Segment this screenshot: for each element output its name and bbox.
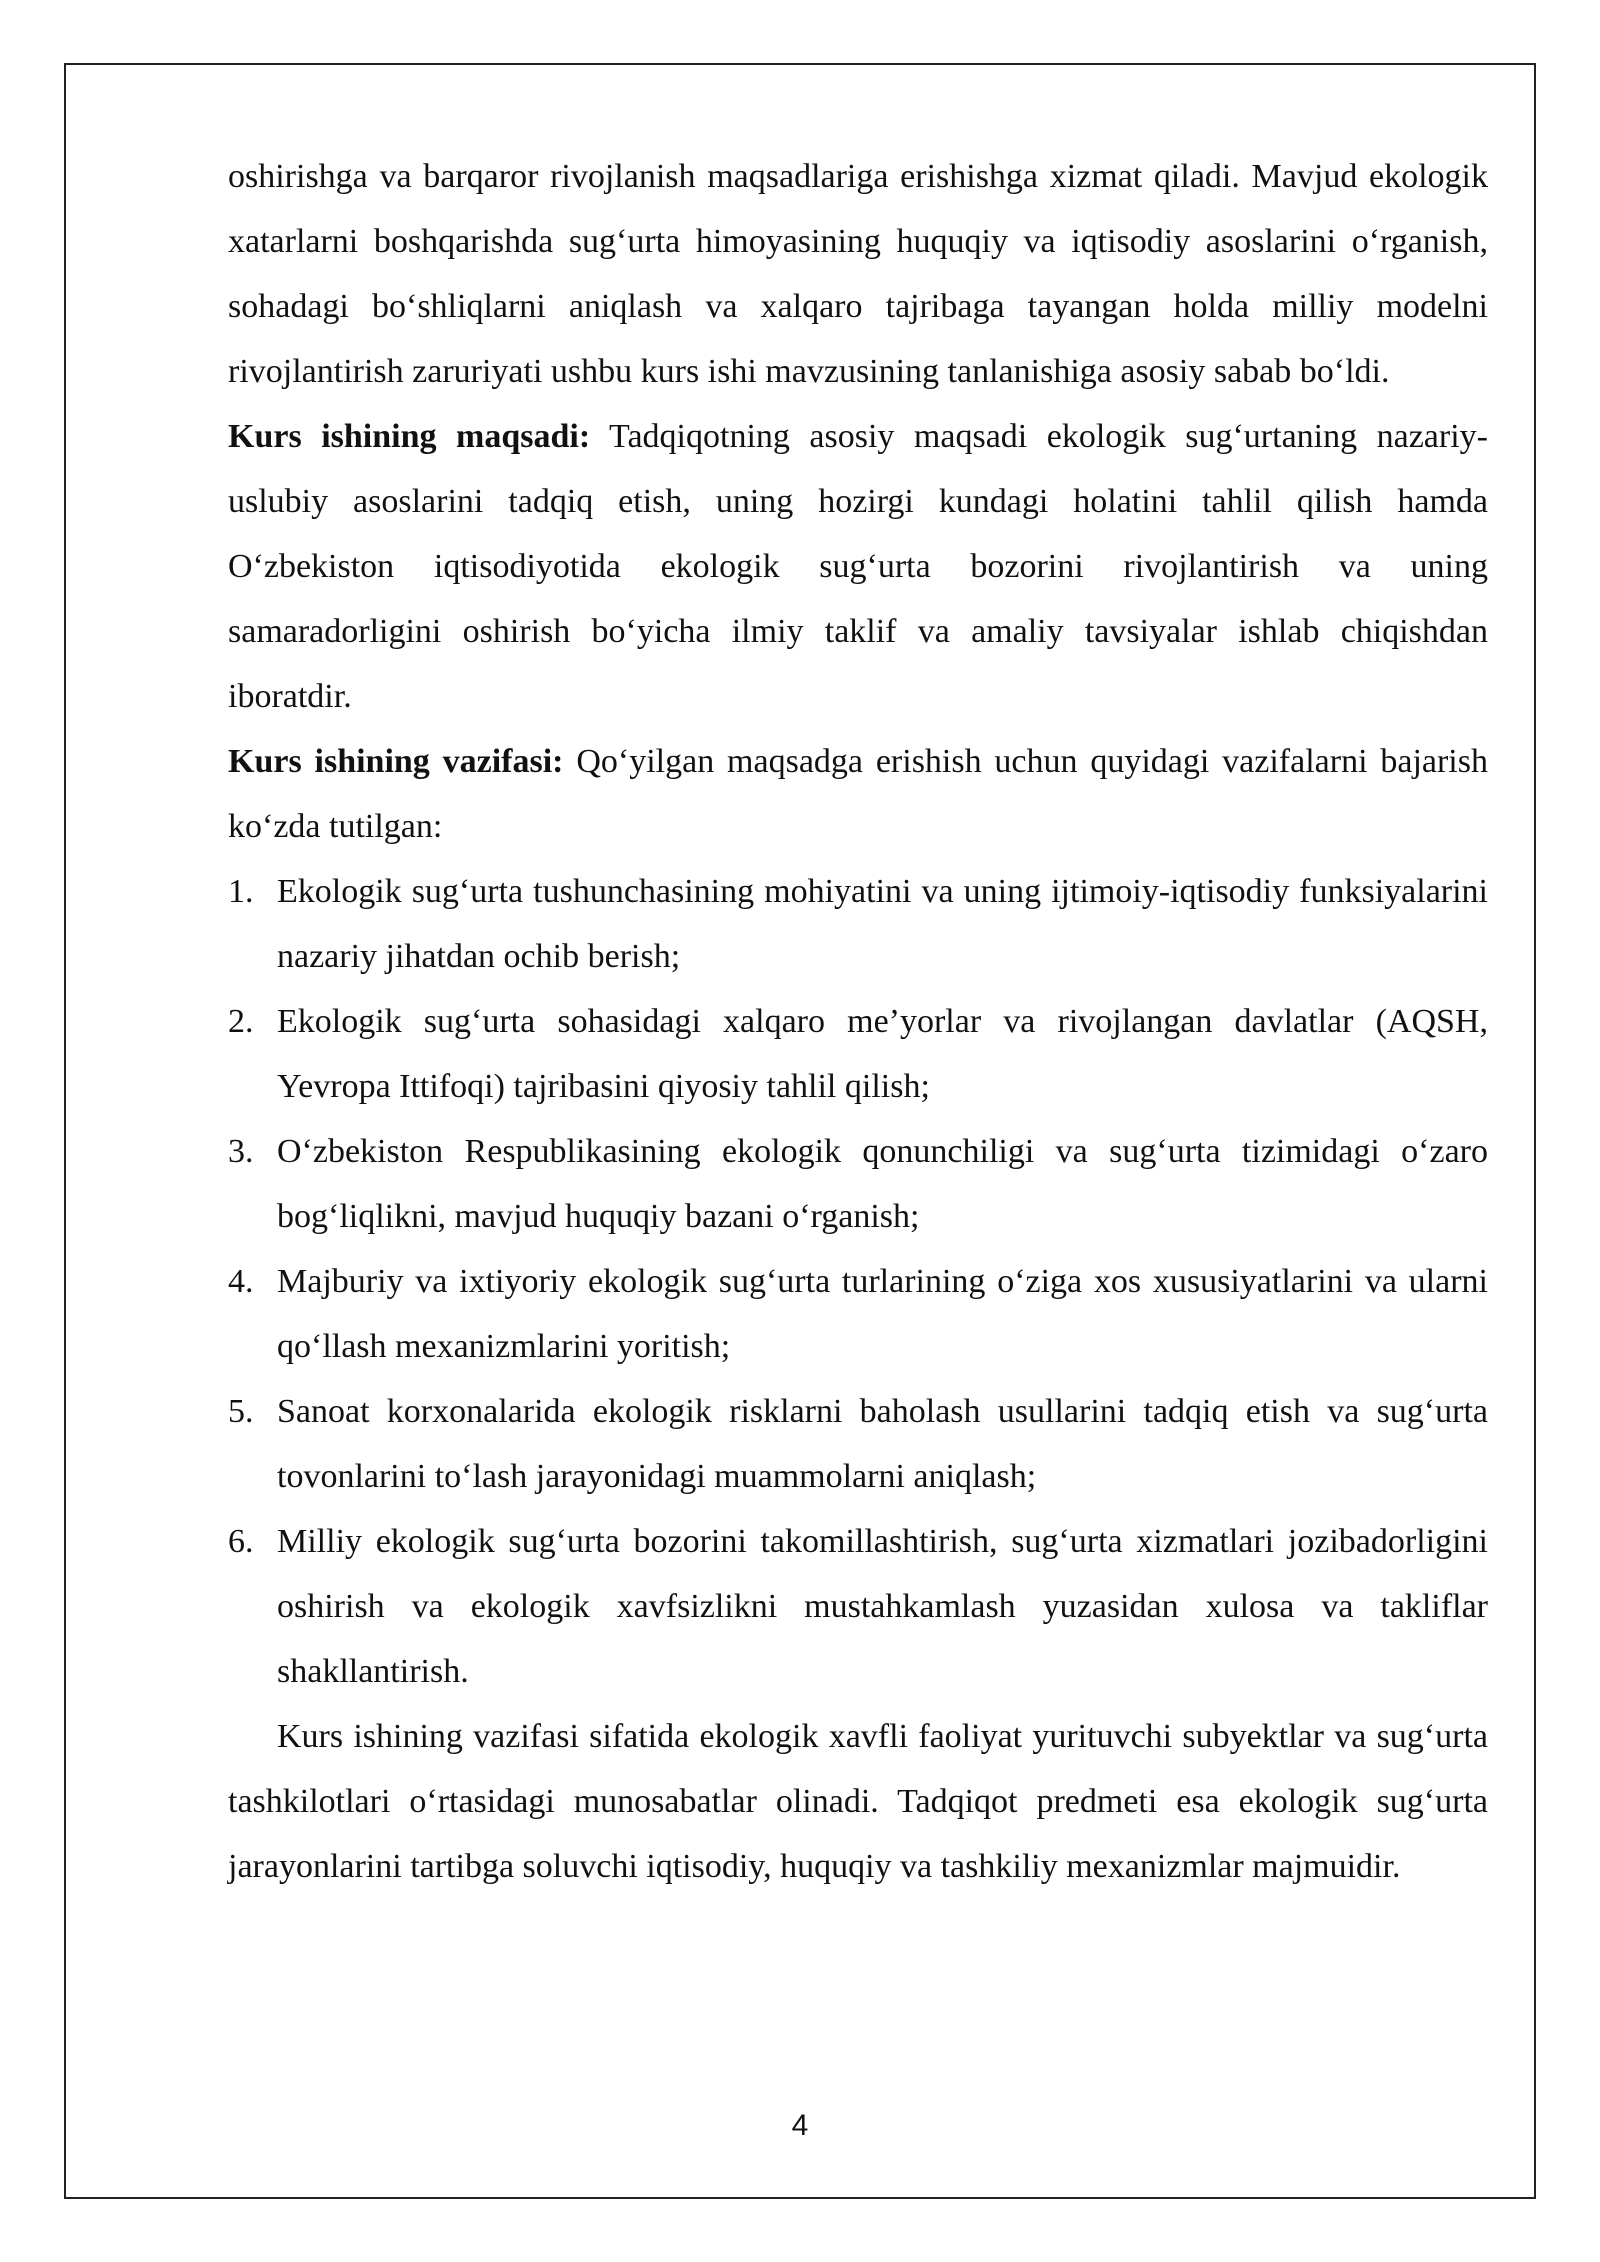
- goal-paragraph: [228, 404, 1488, 729]
- tasks-label: Kurs ishining vazifasi:: [228, 743, 564, 780]
- list-item-number: 6.: [228, 1523, 254, 1560]
- list-item: [228, 1119, 1488, 1249]
- list-item-text: Sanoat korxonalarida ekologik risklarni baholash usullarini tadqiq etish va sug‘urta tovonlarini to‘lash jarayonidagi muammolarni aniqlash;: [277, 1393, 1488, 1495]
- list-item-text: Ekologik sug‘urta sohasidagi xalqaro me’yorlar va rivojlangan davlatlar (AQSH, Yevropa Ittifoqi) tajribasini qiyosiy tahlil qilish;: [277, 1003, 1488, 1105]
- object-paragraph: Kurs ishining vazifasi sifatida ekologik xavfli faoliyat yurituvchi subyektlar va sug‘urta tashkilotlari o‘rtasidagi munosabatlar olinadi. Tadqiqot predmeti esa ekologik sug‘urta jarayonlarini tartibga soluvchi iqtisodiy, huquqiy va tashkiliy mexanizmlar majmuidir.: [228, 1718, 1488, 1885]
- list-item-text: Milliy ekologik sug‘urta bozorini takomillashtirish, sug‘urta xizmatlari jozibadorligini oshirish va ekologik xavfsizlikni mustahkamlash yuzasidan xulosa va takliflar shakllantirish.: [277, 1523, 1488, 1690]
- list-item-number: 4.: [228, 1263, 254, 1300]
- document-body: [228, 144, 1488, 1899]
- list-item-number: 5.: [228, 1393, 254, 1430]
- goal-text: Tadqiqotning asosiy maqsadi ekologik sug‘urtaning nazariy-uslubiy asoslarini tadqiq etish, uning hozirgi kundagi holatini tahlil qilish hamda O‘zbekiston iqtisodiyotida ekologik sug‘urta bozorini rivojlantirish va uning samaradorligini oshirish bo‘yicha ilmiy taklif va amaliy tavsiyalar ishlab chiqishdan iboratdir.: [228, 418, 1488, 715]
- list-item: [228, 1509, 1488, 1704]
- list-item: [228, 859, 1488, 989]
- list-item-number: 1.: [228, 873, 254, 910]
- tasks-paragraph: [228, 729, 1488, 859]
- list-item: [228, 1379, 1488, 1509]
- tasks-text: Qo‘yilgan maqsadga erishish uchun quyidagi vazifalarni bajarish ko‘zda tutilgan:: [228, 743, 1488, 845]
- list-item-number: 2.: [228, 1003, 254, 1040]
- tasks-list: [228, 859, 1488, 1704]
- list-item-number: 3.: [228, 1133, 254, 1170]
- list-item-text: Majburiy va ixtiyoriy ekologik sug‘urta turlarining o‘ziga xos xususiyatlarini va ularni qo‘llash mexanizmlarini yoritish;: [277, 1263, 1488, 1365]
- list-item: [228, 989, 1488, 1119]
- page-number: 4: [791, 2109, 809, 2142]
- list-item-text: O‘zbekiston Respublikasining ekologik qonunchiligi va sug‘urta tizimidagi o‘zaro bog‘liqlikni, mavjud huquqiy bazani o‘rganish;: [277, 1133, 1488, 1235]
- intro-continuation-paragraph: oshirishga va barqaror rivojlanish maqsadlariga erishishga xizmat qiladi. Mavjud ekologik xatarlarni boshqarishda sug‘urta himoyasining huquqiy va iqtisodiy asoslarini o‘rganish, sohadagi bo‘shliqlarni aniqlash va xalqaro tajribaga tayangan holda milliy modelni rivojlantirish zaruriyati ushbu kurs ishi mavzusining tanlanishiga asosiy sabab bo‘ldi.: [228, 158, 1488, 390]
- goal-label: Kurs ishining maqsadi:: [228, 418, 591, 455]
- list-item-text: Ekologik sug‘urta tushunchasining mohiyatini va uning ijtimoiy-iqtisodiy funksiyalarini nazariy jihatdan ochib berish;: [277, 873, 1488, 975]
- list-item: [228, 1249, 1488, 1379]
